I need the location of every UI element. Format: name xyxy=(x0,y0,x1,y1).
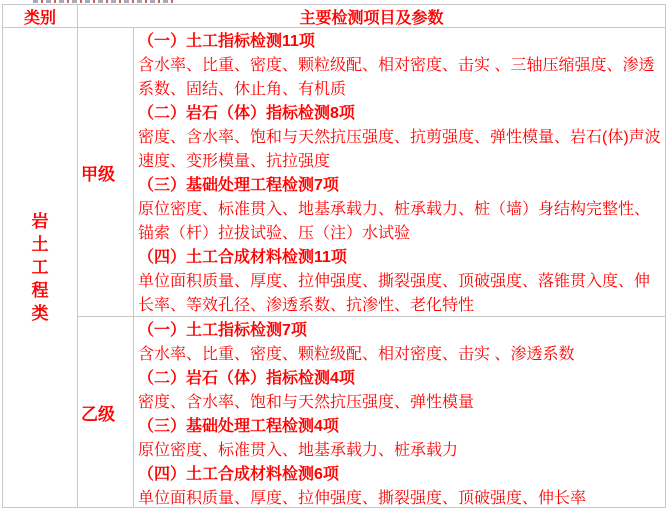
section-parameters: 原位密度、标准贯入、地基承载力、桩承载力、桩（墙）身结构完整性、锚索（杆）拉拔试验、压（注）水试验 xyxy=(138,201,651,242)
section-heading: （一）土工指标检测11项 xyxy=(138,33,315,50)
clipped-text-artifact xyxy=(33,0,175,3)
section-parameters: 密度、含水率、饱和与天然抗压强度、抗剪强度、弹性模量、岩石(体)声波速度、变形模量、抗拉强度 xyxy=(138,129,661,170)
category-char: 程 xyxy=(31,281,49,300)
section-parameters: 单位面积质量、厚度、拉伸强度、撕裂强度、顶破强度、落锥贯入度、伸长率、等效孔径、渗透系数、抗渗性、老化特性 xyxy=(138,273,651,314)
inspection-table xyxy=(2,4,666,508)
grade-b-label: 乙级 xyxy=(78,317,134,508)
section-heading: （一）土工指标检测7项 xyxy=(138,322,307,339)
category-char: 岩 xyxy=(31,212,49,231)
section-heading: （二）岩石（体）指标检测8项 xyxy=(138,105,355,122)
grade-a-content xyxy=(134,28,666,317)
section-heading: （四）土工合成材料检测6项 xyxy=(138,466,339,483)
header-category: 类别 xyxy=(3,5,78,28)
grade-a-label: 甲级 xyxy=(78,28,134,317)
section-parameters: 原位密度、标准贯入、地基承载力、桩承载力 xyxy=(138,442,459,459)
section-heading: （三）基础处理工程检测4项 xyxy=(138,418,339,435)
category-char: 类 xyxy=(31,304,49,323)
section-parameters: 单位面积质量、厚度、拉伸强度、撕裂强度、顶破强度、伸长率 xyxy=(138,490,587,507)
grade-b-content xyxy=(134,317,666,508)
header-params: 主要检测项目及参数 xyxy=(78,5,666,28)
section-parameters: 含水率、比重、密度、颗粒级配、相对密度、击实 、三轴压缩强度、渗透系数、固结、休止角、有机质 xyxy=(138,57,655,98)
category-cell-geotechnical xyxy=(3,28,78,508)
category-char: 土 xyxy=(31,235,49,254)
category-char: 工 xyxy=(31,258,49,277)
section-parameters: 密度、含水率、饱和与天然抗压强度、弹性模量 xyxy=(138,394,475,411)
section-heading: （二）岩石（体）指标检测4项 xyxy=(138,370,355,387)
section-heading: （四）土工合成材料检测11项 xyxy=(138,249,347,266)
section-heading: （三）基础处理工程检测7项 xyxy=(138,177,339,194)
section-parameters: 含水率、比重、密度、颗粒级配、相对密度、击实 、渗透系数 xyxy=(138,346,575,363)
